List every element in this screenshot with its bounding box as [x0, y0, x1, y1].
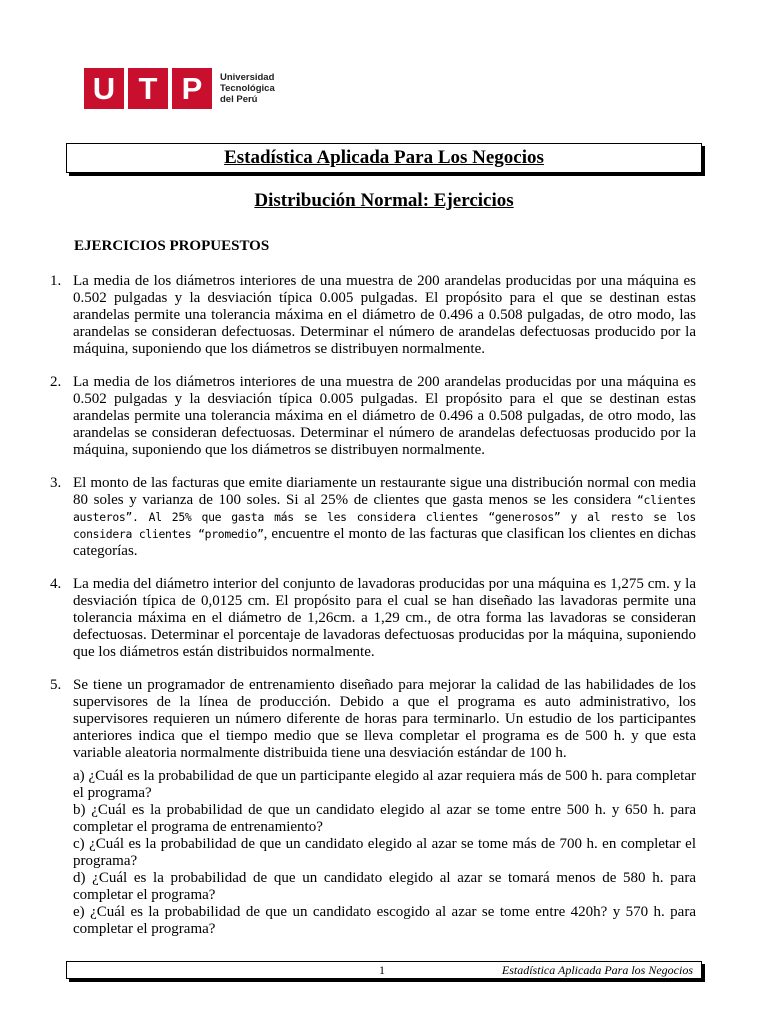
mono-text-segment: “clientes austeros”. Al 25% que gasta más se les considera clientes “generosos” y al resto se los considera clientes “promedio” [73, 493, 696, 541]
page-number: 1 [379, 963, 385, 977]
subquestion-b: b) ¿Cuál es la probabilidad de que un candidato elegido al azar se tome entre 500 h. y 650 h. para completar el programa de entrenamiento? [73, 802, 696, 835]
document-title-box [66, 143, 702, 173]
logo-letter-u: U [84, 68, 124, 109]
exercise-number: 5. [50, 677, 62, 693]
exercise-number: 4. [50, 576, 62, 592]
exercise-4 [50, 576, 696, 661]
exercise-5 [50, 677, 696, 938]
subquestion-d: d) ¿Cuál es la probabilidad de que un candidato elegido al azar se tomará menos de 580 h. para completar el programa? [73, 870, 696, 903]
exercise-number: 1. [50, 273, 62, 289]
exercise-text: Se tiene un programador de entrenamiento diseñado para mejorar la calidad de las habilidades de los supervisores de la línea de producción. Debido a que el programa es auto administrativo, los supervisores requieren un número diferente de horas para terminarlo. Un estudio de los participantes anteriores indica que el tiempo medio que se lleva completar el programa es de 500 h. y que esta variable aleatoria normalmente distribuida tiene una desviación estándar de 100 h. [73, 677, 696, 761]
exercise-subquestions [73, 768, 696, 938]
subquestion-e: e) ¿Cuál es la probabilidad de que un candidato escogido al azar se tome entre 420h? y 570 h. para completar el programa? [73, 904, 696, 937]
page-footer [66, 961, 702, 979]
exercise-text: La media de los diámetros interiores de una muestra de 200 arandelas producidas por una máquina es 0.502 pulgadas y la desviación típica 0.005 pulgadas. El propósito para el que se destinan estas arandelas permite una tolerancia máxima en el diámetro de 0.496 a 0.508 pulgadas, de otro modo, las arandelas se consideran defectuosas. Determinar el número de arandelas defectuosas producido por la máquina, suponiendo que los diámetros se distribuyen normalmente. [73, 273, 696, 357]
subquestion-a: a) ¿Cuál es la probabilidad de que un participante elegido al azar requiera más de 500 h. para completar el programa? [73, 768, 696, 801]
utp-logo [84, 68, 275, 109]
exercise-3 [50, 475, 696, 560]
logo-letter-t: T [128, 68, 168, 109]
exercise-2 [50, 374, 696, 459]
section-title: EJERCICIOS PROPUESTOS [74, 238, 270, 254]
exercise-number: 3. [50, 475, 62, 491]
logo-university-name: Universidad Tecnológica del Perú [220, 72, 275, 105]
exercise-text: La media del diámetro interior del conjunto de lavadoras producidas por una máquina es 1,275 cm. y la desviación típica de 0,0125 cm. El propósito para el cual se han diseñado las lavadoras permite una tolerancia máxima en el diámetro de 1,26cm. a 1,29 cm., de otra forma las lavadoras se consideran defectuosas. Determinar el porcentaje de lavadoras defectuosas producidas por la máquina, suponiendo que los diámetros están distribuidos normalmente. [73, 576, 696, 660]
subquestion-c: c) ¿Cuál es la probabilidad de que un candidato elegido al azar se tome más de 700 h. en completar el programa? [73, 836, 696, 869]
exercise-text: La media de los diámetros interiores de una muestra de 200 arandelas producidas por una máquina es 0.502 pulgadas y la desviación típica 0.005 pulgadas. El propósito para el que se destinan estas arandelas permite una tolerancia máxima en el diámetro de 0.496 a 0.508 pulgadas, de otro modo, las arandelas se consideran defectuosas. Determinar el número de arandelas defectuosas producido por la máquina, suponiendo que los diámetros se distribuyen normalmente. [73, 374, 696, 458]
footer-text: Estadística Aplicada Para los Negocios [501, 963, 693, 977]
exercise-1 [50, 273, 696, 358]
document-subtitle: Distribución Normal: Ejercicios [254, 190, 514, 211]
exercise-number: 2. [50, 374, 62, 390]
exercise-text: El monto de las facturas que emite diariamente un restaurante sigue una distribución normal con media 80 soles y varianza de 100 soles. Si al 25% de clientes que gasta menos se les considera “clientes austeros”. Al 25% que gasta más se les considera clientes “generosos” y al resto se los considera clientes “promedio”, encuentre el monto de las facturas que clasifican los clientes en dichas categorías. [73, 475, 696, 559]
logo-letter-p: P [172, 68, 212, 109]
document-title: Estadística Aplicada Para Los Negocios [224, 147, 544, 168]
